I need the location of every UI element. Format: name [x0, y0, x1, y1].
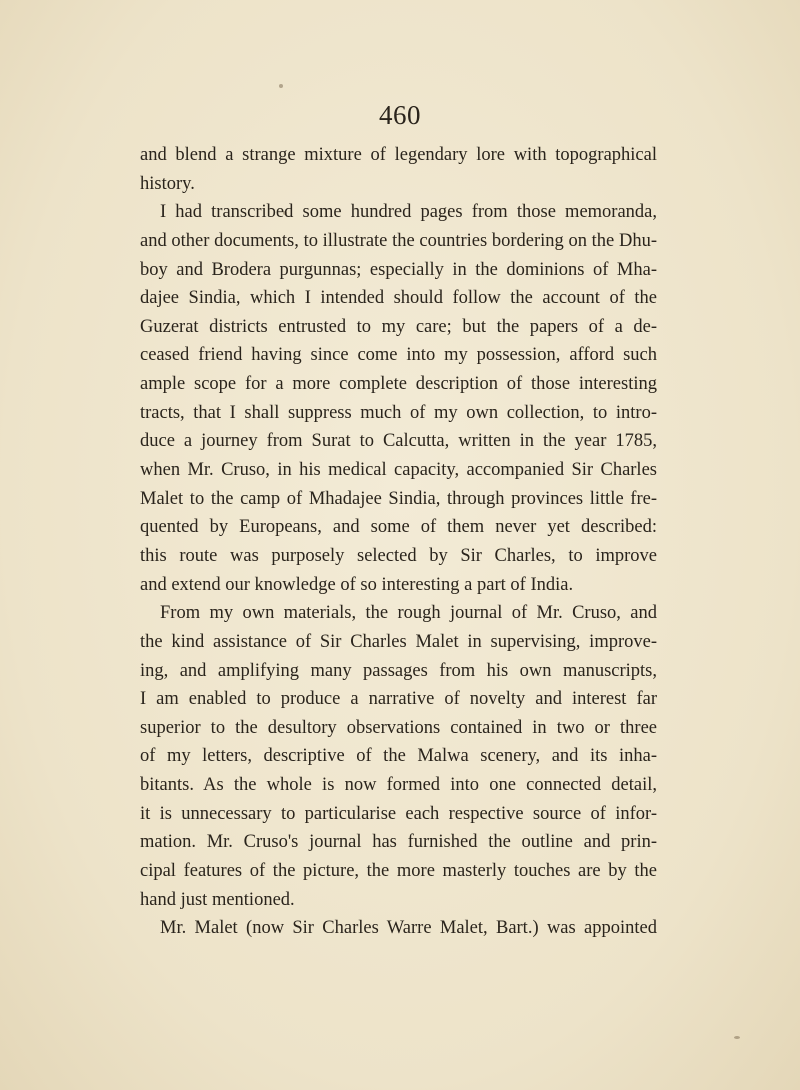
text-line: when Mr. Cruso, in his medical capacity, accompanied Sir Charles [140, 460, 657, 481]
text-line: quented by Europeans, and some of them never yet described: [140, 517, 657, 538]
text-line: Guzerat districts entrusted to my care; but the papers of a de- [140, 316, 657, 337]
text-line: duce a journey from Surat to Calcutta, written in the year 1785, [140, 431, 657, 452]
paper-spot [734, 1036, 740, 1039]
text-line: it is unnecessary to particularise each respective source of infor- [140, 803, 657, 824]
text-line: ceased friend having since come into my possession, afford such [140, 345, 657, 366]
body-text [140, 141, 657, 943]
text-line: superior to the desultory observations contained in two or three [140, 717, 657, 738]
text-line: ing, and amplifying many passages from his own manuscripts, [140, 660, 657, 681]
text-line: I had transcribed some hundred pages from those memoranda, [160, 202, 657, 223]
text-line: history. [140, 173, 195, 194]
text-line: From my own materials, the rough journal of Mr. Cruso, and [160, 603, 657, 624]
text-line: of my letters, descriptive of the Malwa scenery, and its inha- [140, 746, 657, 767]
text-line: this route was purposely selected by Sir Charles, to improve [140, 545, 657, 566]
text-line: hand just mentioned. [140, 889, 295, 910]
paper-spot [279, 84, 283, 88]
text-line: ample scope for a more complete description of those interesting [140, 374, 657, 395]
page-number: 460 [379, 100, 421, 130]
text-line: cipal features of the picture, the more masterly touches are by the [140, 861, 657, 882]
text-line: Mr. Malet (now Sir Charles Warre Malet, Bart.) was appointed [160, 918, 657, 939]
text-line: Malet to the camp of Mhadajee Sindia, through provinces little fre- [140, 488, 657, 509]
text-line: and other documents, to illustrate the countries bordering on the Dhu- [140, 230, 657, 251]
text-line: and extend our knowledge of so interesting a part of India. [140, 574, 574, 595]
text-line: mation. Mr. Cruso's journal has furnished the outline and prin- [140, 832, 657, 853]
text-line: and blend a strange mixture of legendary lore with topographical [140, 145, 657, 165]
text-line: I am enabled to produce a narrative of novelty and interest far [140, 689, 657, 710]
text-line: tracts, that I shall suppress much of my own collection, to intro- [140, 402, 657, 423]
text-line: boy and Brodera purgunnas; especially in the dominions of Mha- [140, 259, 657, 280]
text-line: the kind assistance of Sir Charles Malet in supervising, improve- [140, 631, 657, 652]
text-line: dajee Sindia, which I intended should follow the account of the [140, 288, 657, 309]
text-line: bitants. As the whole is now formed into one connected detail, [140, 775, 657, 796]
